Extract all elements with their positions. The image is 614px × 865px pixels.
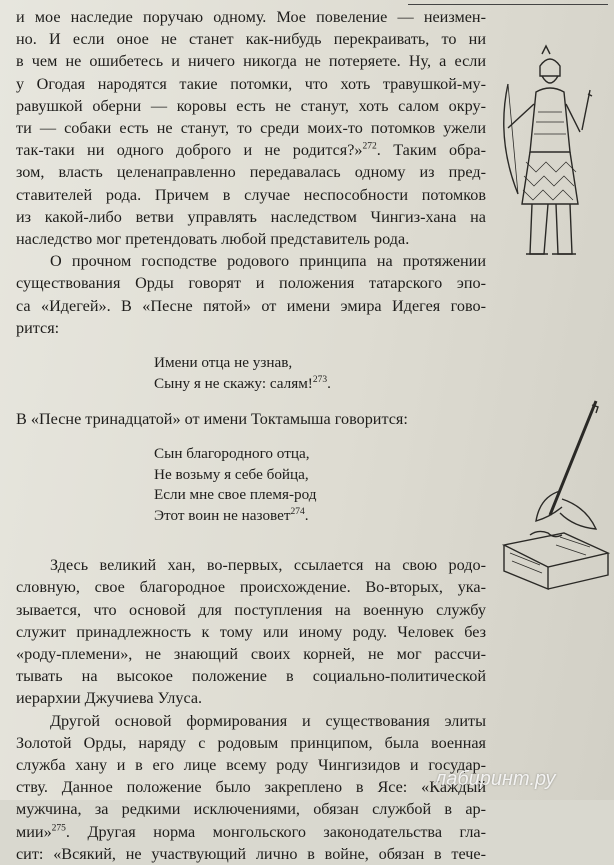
text-line: иерархии Джучиева Улуса. [16, 689, 203, 708]
text-run: Таким обра- [393, 141, 486, 160]
text-line: служба хану и в его лице всему роду Чингизидов и государ- [16, 756, 486, 775]
text-line: ти — собаки есть не станут, то среди моих-то потомков ужели [16, 119, 486, 138]
text-line: Золотой Орды, наряду с родовым принципом, была военная [16, 733, 486, 752]
verse-text: Этот воин не назовет [154, 506, 291, 524]
verse-line: Имени отца не узнав, [154, 354, 293, 372]
verse-line: Этот воин не назовет$^{274}$. [154, 506, 309, 524]
text-line: О прочном господстве родового принципа на протяжении [50, 252, 486, 271]
text-line: наследство мог претендовать любой представитель рода. [16, 230, 410, 249]
text-line: мужчина, за редкими исключениями, обязан службой в ар- [16, 800, 486, 819]
text-line: Здесь великий хан, во-первых, ссылается на свою родо- [50, 556, 486, 575]
text-line: сит: «Всякий, не участвующий лично в войне, обязан в тече- [16, 844, 486, 863]
footnote-ref: 274 [290, 506, 305, 517]
text-line: ставителей рода. Причем в случае неспособности потомков [16, 185, 486, 204]
text-line: ству. Данное положение было закреплено в Ясе: «Каждый [16, 778, 486, 797]
text-line: «роду-племени», не знающий своих корней, не мог рассчи- [16, 645, 486, 664]
text-run: так-таки ни одного доброго и не родится?» [16, 141, 363, 160]
text-line: существования Орды говорят и положения татарского эпо- [16, 274, 486, 293]
footnote-ref: 275 [51, 823, 66, 834]
text-line: у Огодая народятся такие потомки, что хоть травушкой-му- [16, 74, 486, 93]
text-line [16, 821, 486, 843]
text-run: мии» [16, 822, 52, 841]
header-rule [408, 0, 608, 5]
text-line: так-таки ни одного доброго и не родится?»$^{272}$. Таким обра- [16, 141, 486, 160]
verse-block [154, 353, 486, 394]
text-line: зом, власть целенаправленно передавалась одному из пред- [16, 163, 486, 182]
text-line: Другой основой формирования и существования элиты [50, 711, 486, 730]
axe-illustration [500, 395, 614, 595]
watermark: лабиринт.ру [435, 768, 556, 790]
verse-block [154, 444, 486, 526]
text-line: и мое наследие поручаю одному. Мое повеление — неизмен- [16, 8, 486, 26]
text-line: в чем не ошибетесь и ничего никогда не потеряете. Ну, а если [16, 52, 486, 71]
archer-illustration [490, 44, 610, 284]
text-line: рится: [16, 318, 60, 337]
text-line: служит принадлежность к тому или иному роду. Человек без [16, 622, 486, 641]
footnote-ref: 272 [362, 141, 377, 152]
verse-text: Сыну я не скажу: салям! [154, 374, 313, 392]
verse-line: Сын благородного отца, [154, 445, 310, 463]
text-line: зывается, что основой для поступления на военную службу [16, 600, 486, 619]
verse-line: Сыну я не скажу: салям!$^{273}$. [154, 374, 331, 392]
text-line: тывать на высокое положение в социально-политической [16, 667, 486, 686]
verse-line: Если мне свое племя-род [154, 486, 317, 504]
text-line: но. И если оное не станет как-нибудь перекраивать, то ни [16, 30, 486, 49]
text-line: из какой-либо ветви управлять наследством Чингиз-хана на [16, 207, 486, 226]
text-line: словную, свое благородное происхождение. Во-вторых, ука- [16, 578, 486, 597]
text-line: равушкой оберни — коровы есть не станут, хоть салом окру- [16, 96, 486, 115]
page-text [16, 6, 486, 865]
text-line: са «Идегей». В «Песне пятой» от имени эмира Идегея гово- [16, 296, 486, 315]
text-run: . Другая норма монгольского законодательства гла- [65, 822, 486, 841]
verse-line: Не возьму я себе бойца, [154, 465, 309, 483]
text-line: В «Песне тринадцатой» от имени Токтамыша говорится: [16, 410, 408, 429]
footnote-ref: 273 [312, 374, 328, 385]
